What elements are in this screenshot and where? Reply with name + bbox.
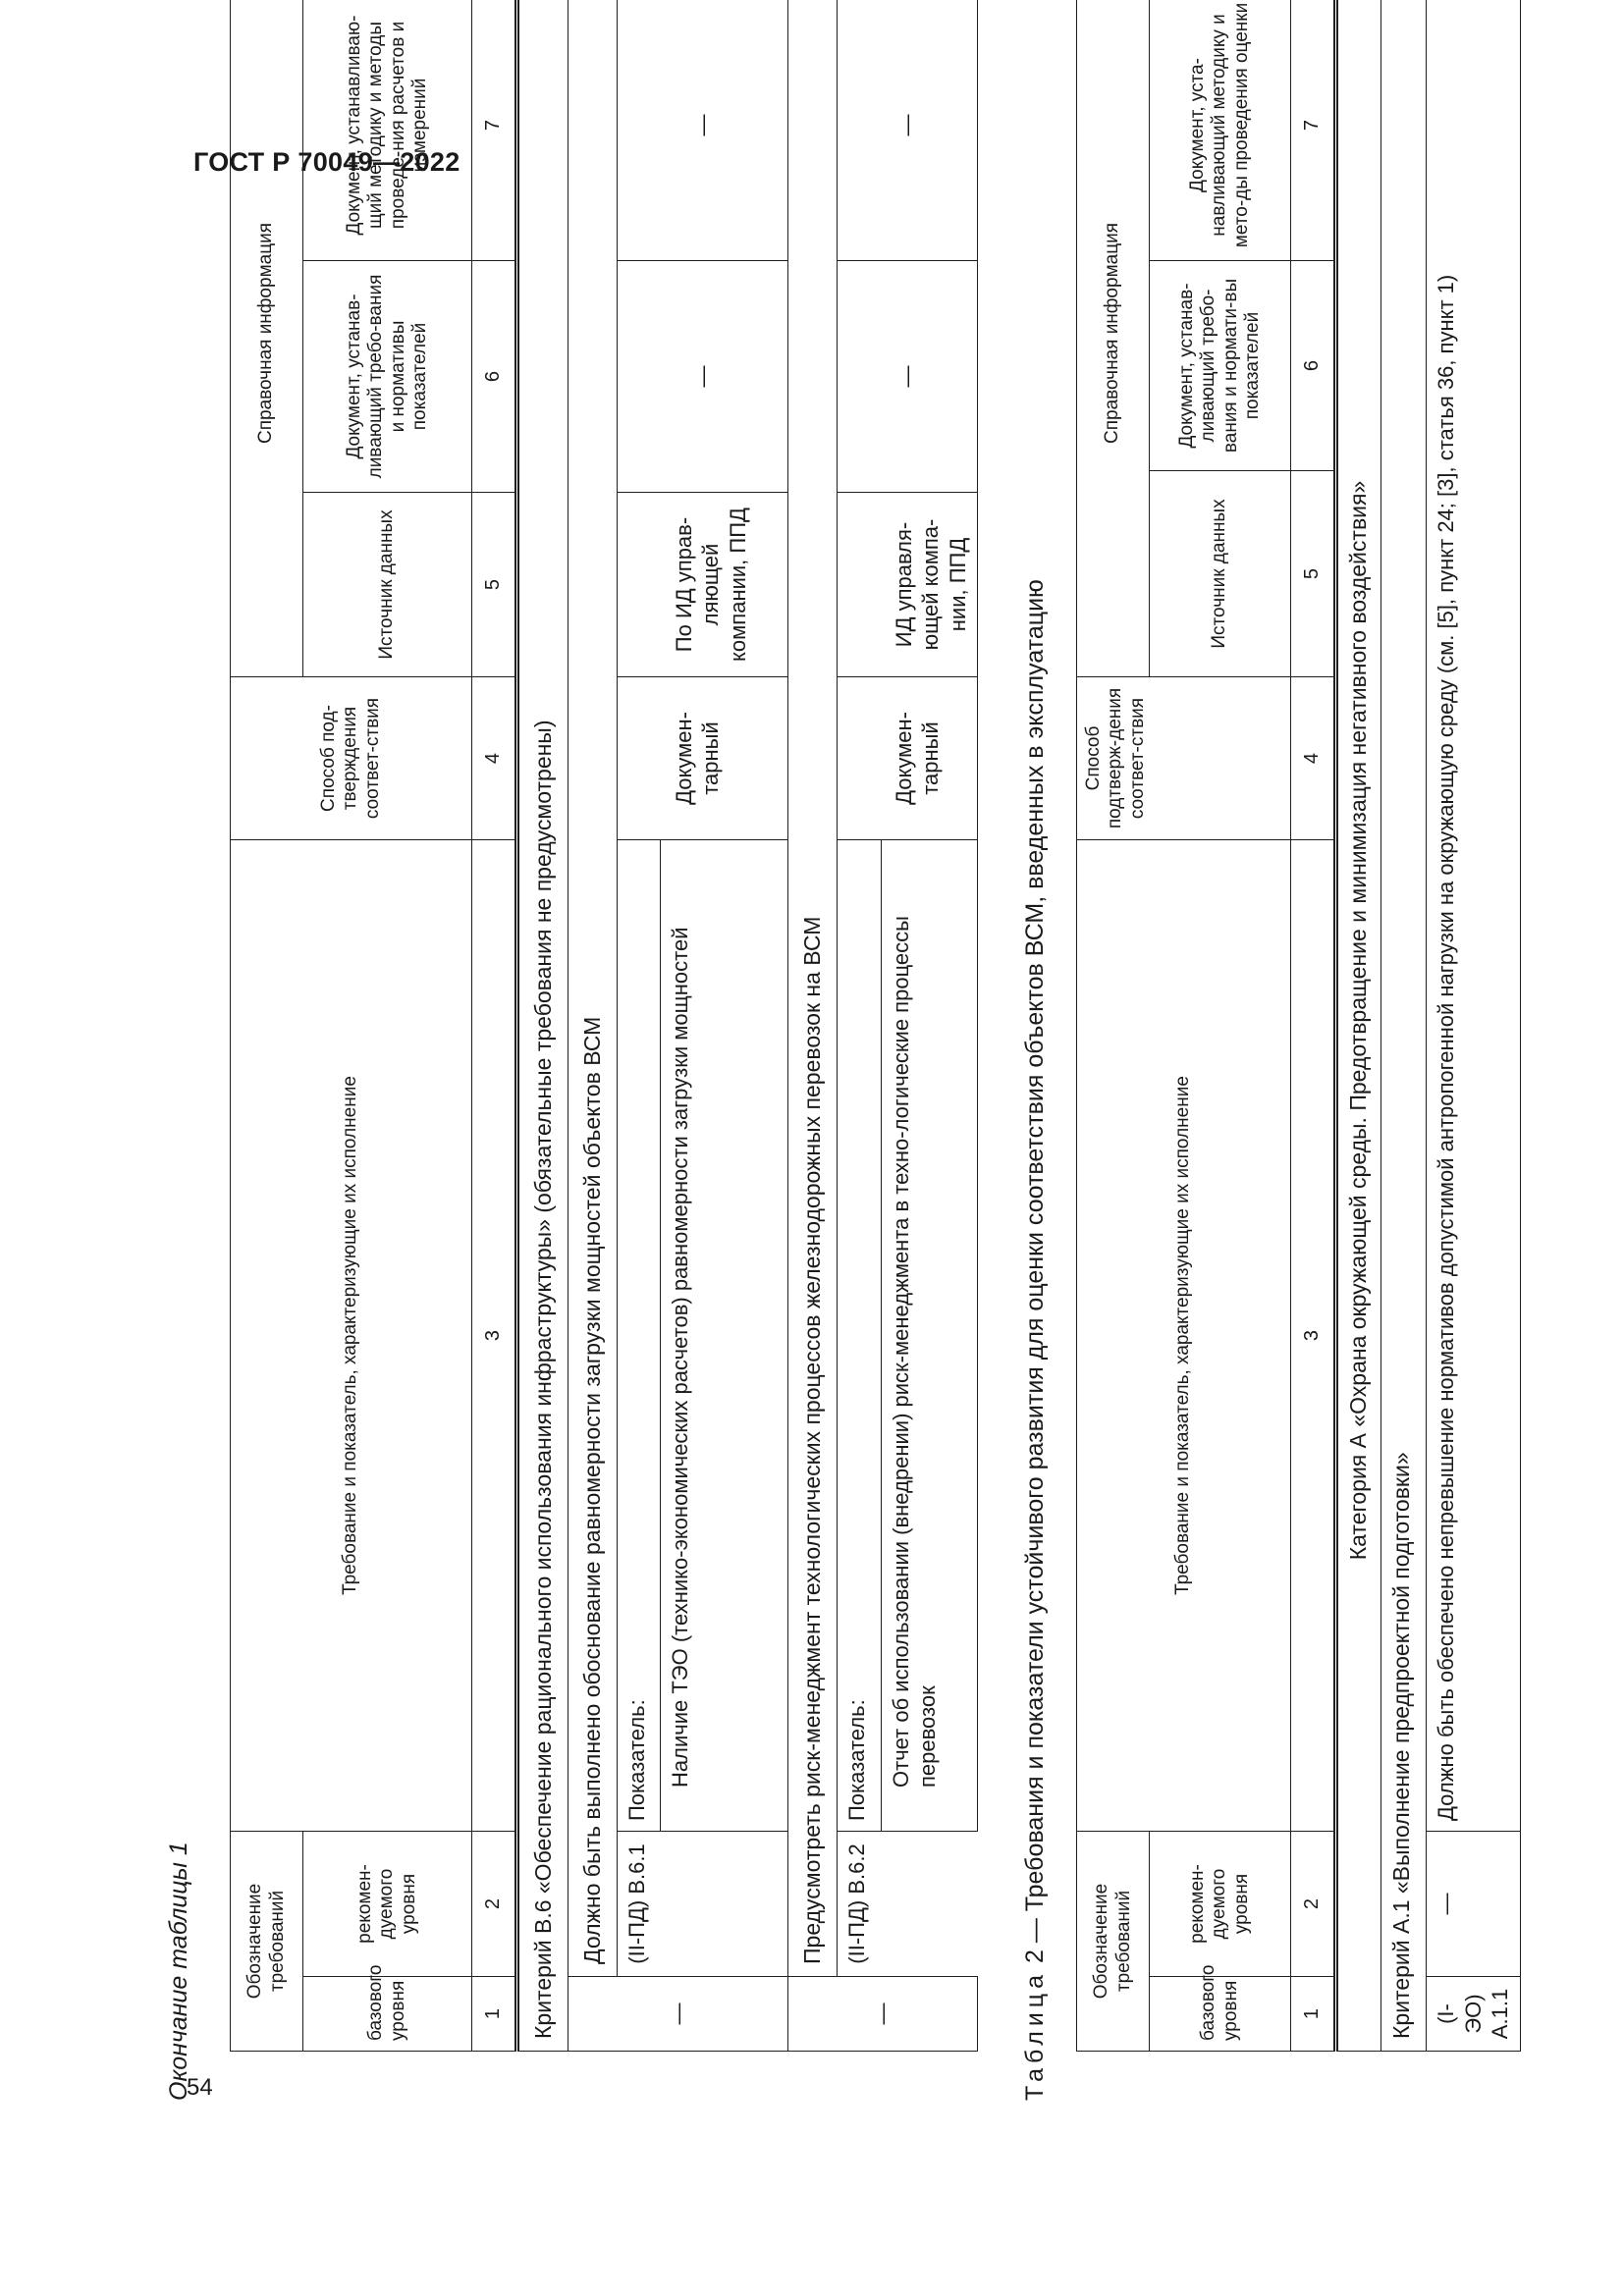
a11-code: (I-ЭО) А.1.1 — [1427, 1977, 1521, 2052]
b61-indicator-label: Показатель: — [617, 840, 660, 1832]
table1-caption: Окончание таблицы 1 — [165, 1842, 192, 2101]
t2-header-reference: Справочная информация — [1077, 0, 1150, 677]
a11-recommended: — — [1427, 1832, 1521, 1977]
document-header: ГОСТ Р 70049—2022 — [193, 147, 460, 177]
header-source: Источник данных — [303, 493, 472, 677]
t2-col-number-7: 7 — [1291, 0, 1336, 261]
page-number: 54 — [187, 2074, 213, 2101]
category-a: Категория А «Охрана окружающей среды. Предотвращение и минимизация негативного воздействия» — [1336, 0, 1381, 2052]
t2-col-number-5: 5 — [1291, 471, 1336, 677]
criterion-a1: Критерий А.1 «Выполнение предпроектной подготовки» — [1381, 0, 1427, 2052]
t2-col-number-3: 3 — [1291, 840, 1336, 1832]
b61-source: По ИД управ-ляющей компании, ППД — [617, 493, 787, 677]
col-number-6: 6 — [472, 261, 517, 493]
t2-header-requirement: Требование и показатель, характеризующие их исполнение — [1077, 840, 1291, 1832]
t2-col-number-6: 6 — [1291, 261, 1336, 471]
t2-col-number-2: 2 — [1291, 1832, 1336, 1977]
header-doc-methods: Документ, устанавливаю-щий методику и методы проведе-ния расчетов и измерений — [303, 0, 472, 261]
b62-source: ИД управля-ющей компа-нии, ППД — [837, 493, 978, 677]
b62-indicator-label: Показатель: — [837, 840, 881, 1832]
a11-requirement: Должно быть обеспечено непревышение нормативов допустимой антропогенной нагрузки на окружающую среду (см. [5], пункт 24; [3], статья 36, пункт 1) — [1427, 0, 1521, 1832]
header-reference: Справочная информация — [231, 0, 303, 677]
col-number-5: 5 — [472, 493, 517, 677]
col-number-3: 3 — [472, 840, 517, 1832]
table-2 — [1076, 0, 1521, 2052]
t2-header-doc-methods: Документ, уста-навливающий методику и мето-ды проведения оценки — [1150, 0, 1291, 261]
header-recommended-level: рекомен-дуемого уровня — [303, 1832, 472, 1977]
criterion-b6: Критерий В.6 «Обеспечение рационального использования инфраструктуры» (обязательные требования не предусмотрены) — [517, 0, 568, 2052]
b62-base-level: — — [787, 1977, 978, 2052]
col-number-2: 2 — [472, 1832, 517, 1977]
header-method: Способ под-тверждения соответ-ствия — [231, 677, 472, 840]
header-designation: Обозначение требований — [231, 1832, 303, 2052]
header-base-level: базового уровня — [303, 1977, 472, 2052]
table2-caption — [1021, 579, 1050, 2101]
col-number-4: 4 — [472, 677, 517, 840]
b61-indicator: Наличие ТЭО (технико-экономических расчетов) равномерности загрузки мощностей — [660, 840, 787, 1832]
b61-doc-methods: — — [617, 0, 787, 261]
b62-code: (II-ПД) В.6.2 — [837, 1832, 978, 1977]
t2-header-method: Способ подтверж-дения соответ-ствия — [1077, 677, 1291, 840]
table-1-end — [230, 0, 978, 2052]
t2-header-doc-requirements: Документ, устанав-ливающий требо-вания и нормати-вы показателей — [1150, 261, 1291, 471]
b61-base-level: — — [568, 1977, 787, 2052]
col-number-7: 7 — [472, 0, 517, 261]
table2-caption-prefix: Таблица — [1021, 1969, 1049, 2101]
table2-caption-text: 2 — Требования и показатели устойчивого развития для оценки соответствия объектов ВСМ, введенных в эксплуатацию — [1021, 579, 1049, 1970]
b62-method: Докумен-тарный — [837, 677, 978, 840]
t2-col-number-4: 4 — [1291, 677, 1336, 840]
b62-indicator: Отчет об использовании (внедрении) риск-менеджмента в техно-логические процессы перевозок — [881, 840, 977, 1832]
t2-header-base-level: базового уровня — [1150, 1977, 1291, 2052]
b61-doc-requirements: — — [617, 261, 787, 493]
b61-requirement: Должно быть выполнено обоснование равномерности загрузки мощностей объектов ВСМ — [568, 0, 617, 1977]
b61-method: Докумен-тарный — [617, 677, 787, 840]
b62-requirement: Предусмотреть риск-менеджмент технологических процессов железнодорожных перевозок на ВСМ — [787, 0, 837, 1977]
header-requirement: Требование и показатель, характеризующие их исполнение — [231, 840, 472, 1832]
header-doc-requirements: Документ, устанав-ливающий требо-вания и нормативы показателей — [303, 261, 472, 493]
b61-code: (II-ПД) В.6.1 — [617, 1832, 787, 1977]
t2-header-recommended-level: рекомен-дуемого уровня — [1150, 1832, 1291, 1977]
b62-doc-methods: — — [837, 0, 978, 261]
t2-col-number-1: 1 — [1291, 1977, 1336, 2052]
t2-header-source: Источник данных — [1150, 471, 1291, 677]
b62-doc-requirements: — — [837, 261, 978, 493]
col-number-1: 1 — [472, 1977, 517, 2052]
t2-header-designation: Обозначение требований — [1077, 1832, 1150, 2052]
